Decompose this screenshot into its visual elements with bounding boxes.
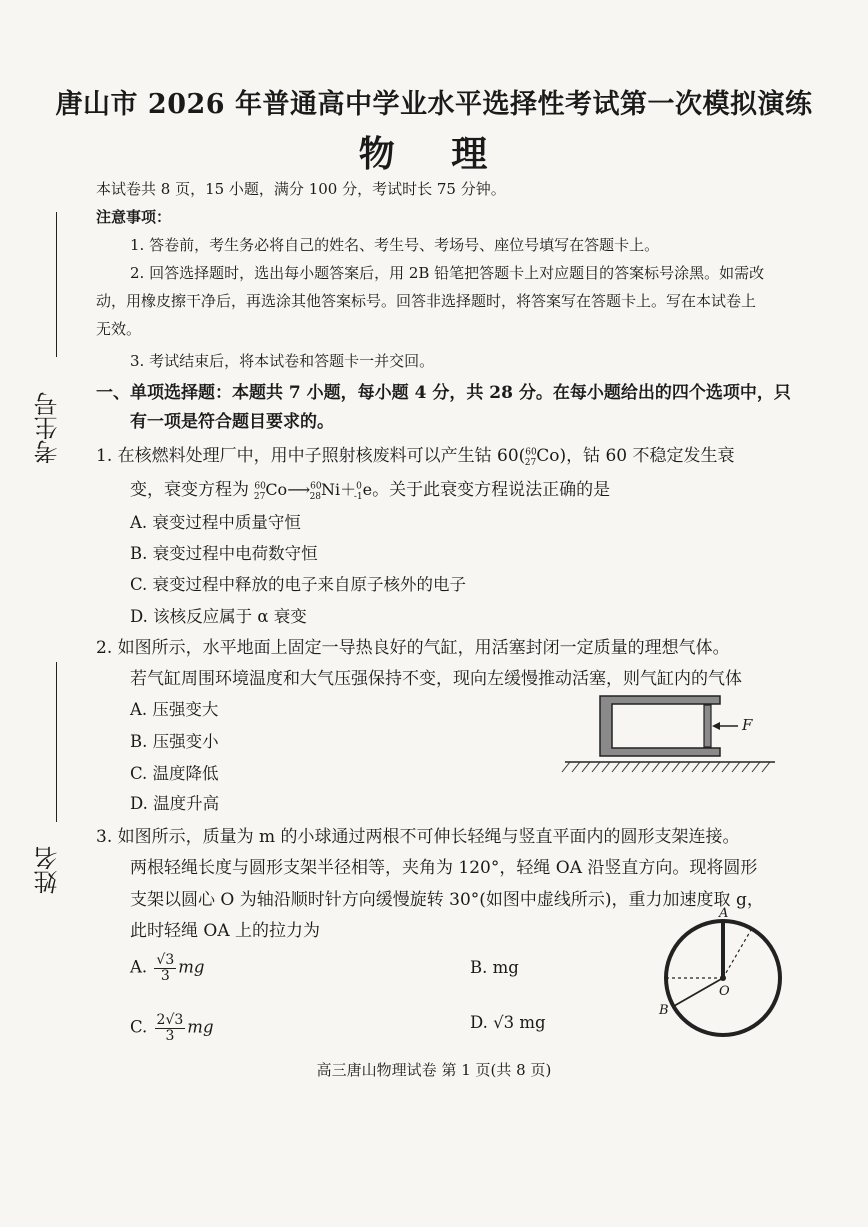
subject-title: 物 理	[358, 133, 510, 175]
note-item: 3. 考试结束后，将本试卷和答题卡一并交回。	[130, 352, 435, 370]
note-item: 1. 答卷前，考生务必将自己的姓名、考生号、考场号、座位号填写在答题卡上。	[130, 236, 660, 254]
q3-option-b: B. mg	[470, 958, 519, 977]
q2-option-b: B. 压强变小	[130, 732, 219, 751]
q3-option-a: A. $\frac{√3}{3}$ mg	[130, 952, 205, 984]
exam-intro: 本试卷共 8 页，15 小题，满分 100 分，考试时长 75 分钟。	[96, 180, 506, 198]
note-item: 无效。	[96, 320, 142, 338]
name-line	[56, 662, 57, 822]
question-1-line1: 1. 在核燃料处理厂中，用中子照射核废料可以产生钴 60($^{60}_{27}$Co)，钴 60 不稳定发生衰	[96, 446, 735, 469]
notes-heading: 注意事项：	[96, 208, 172, 226]
question-1-line2: 变，衰变方程为 $^{60}_{27}$Co⟶$^{60}_{28}$Ni＋$^0_{-1}$e。关于此衰变方程说法正确的是	[130, 480, 611, 503]
cobalt-nuclide: $^{60}_{27}$Co	[524, 446, 560, 469]
q1-option-c: C. 衰变过程中释放的电子来自原子核外的电子	[130, 575, 467, 594]
q2-option-a: A. 压强变大	[130, 700, 219, 719]
question-3-line3: 支架以圆心 O 为轴沿顺时针方向缓慢旋转 30°(如图中虚线所示)，重力加速度取 g，	[130, 890, 764, 910]
q2-option-d: D. 温度升高	[130, 794, 220, 813]
q3-option-d: D. √3 mg	[470, 1013, 546, 1032]
q1-option-d: D. 该核反应属于 α 衰变	[130, 607, 307, 626]
question-2-line2: 若气缸周围环境温度和大气压强保持不变，现向左缓慢推动活塞，则气缸内的气体	[130, 669, 742, 689]
gas-cylinder-figure	[560, 690, 780, 780]
question-3-line2: 两根轻绳长度与圆形支架半径相等，夹角为 120°，轻绳 OA 沿竖直方向。现将圆形	[130, 858, 758, 878]
force-label: F	[742, 716, 753, 734]
q2-option-c: C. 温度降低	[130, 764, 219, 783]
page-footer: 高三唐山物理试卷 第 1 页(共 8 页)	[316, 1061, 552, 1079]
note-item: 动，用橡皮擦干净后，再选涂其他答案标号。回答非选择题时，将答案写在答题卡上。写在本试卷上	[96, 292, 757, 310]
point-b-label: B	[659, 1003, 669, 1018]
point-a-label: A	[719, 906, 729, 921]
section-heading: 一、单项选择题：本题共 7 小题，每小题 4 分，共 28 分。在每小题给出的四个选项中，只	[96, 383, 791, 403]
question-2-line1: 2. 如图所示，水平地面上固定一导热良好的气缸，用活塞封闭一定质量的理想气体。	[96, 638, 730, 658]
examinee-number-line	[56, 212, 57, 357]
decay-equation: $^{60}_{27}$Co⟶$^{60}_{28}$Ni＋$^0_{-1}$e	[253, 480, 373, 503]
name-label: 姓名	[34, 846, 62, 894]
note-item: 2. 回答选择题时，选出每小题答案后，用 2B 铅笔把答题卡上对应题目的答案标号涂黑。如需改	[130, 264, 765, 282]
point-o-label: O	[719, 984, 730, 999]
question-3-line1: 3. 如图所示，质量为 m 的小球通过两根不可伸长轻绳与竖直平面内的圆形支架连接。	[96, 827, 740, 847]
exam-title: 唐山市 2026 年普通高中学业水平选择性考试第一次模拟演练	[55, 89, 813, 120]
q3-option-c: C. $\frac{2√3}{3}$ mg	[130, 1012, 214, 1044]
question-3-line4: 此时轻绳 OA 上的拉力为	[130, 921, 321, 941]
q1-option-a: A. 衰变过程中质量守恒	[130, 513, 301, 532]
q1-option-b: B. 衰变过程中电荷数守恒	[130, 544, 318, 563]
examinee-number-label: 考生号	[34, 392, 62, 464]
circular-frame-figure	[655, 905, 795, 1045]
section-heading-cont: 有一项是符合题目要求的。	[130, 412, 334, 432]
